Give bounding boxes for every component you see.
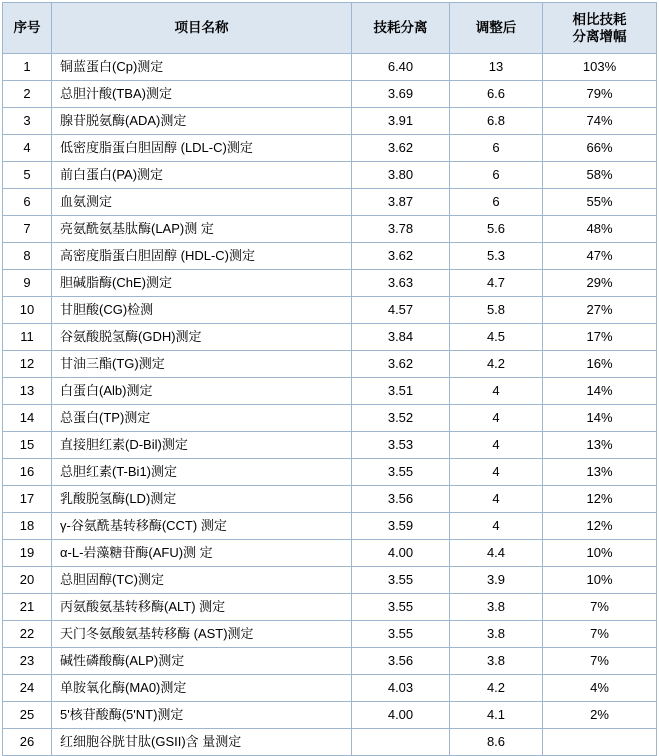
table-row [3,54,657,81]
cell-name: 总胆红素(T-Bi1)测定 [52,459,352,486]
table-row [3,162,657,189]
table-row [3,567,657,594]
table-row [3,486,657,513]
cell-after: 4.2 [450,351,543,378]
cell-index: 15 [3,432,52,459]
cell-after: 4 [450,432,543,459]
table-row [3,108,657,135]
cell-name: 直接胆红素(D-Bil)测定 [52,432,352,459]
cell-before: 3.63 [352,270,450,297]
header-after: 调整后 [450,3,543,54]
cell-index: 2 [3,81,52,108]
table-row [3,675,657,702]
cell-index: 25 [3,702,52,729]
cell-index: 24 [3,675,52,702]
cell-after: 3.8 [450,621,543,648]
table-row [3,243,657,270]
cell-after: 4.1 [450,702,543,729]
cell-before: 3.56 [352,486,450,513]
cell-index: 22 [3,621,52,648]
cell-before: 3.69 [352,81,450,108]
cell-name: 单胺氧化酶(MA0)测定 [52,675,352,702]
cell-before: 3.55 [352,459,450,486]
cell-before: 3.59 [352,513,450,540]
cell-before: 3.62 [352,135,450,162]
table-body [3,54,657,756]
table-row [3,432,657,459]
cell-growth: 2% [543,702,657,729]
cell-name: 血氨测定 [52,189,352,216]
cell-growth: 48% [543,216,657,243]
cell-after: 6.8 [450,108,543,135]
cell-growth: 12% [543,486,657,513]
cell-index: 10 [3,297,52,324]
table-row [3,324,657,351]
cell-growth: 4% [543,675,657,702]
table-row [3,216,657,243]
cell-growth: 79% [543,81,657,108]
cell-after: 4 [450,405,543,432]
cell-before: 4.00 [352,702,450,729]
cell-index: 5 [3,162,52,189]
cell-name: 白蛋白(Alb)测定 [52,378,352,405]
cell-after: 3.8 [450,648,543,675]
cell-index: 16 [3,459,52,486]
cell-name: 谷氨酸脱氢酶(GDH)测定 [52,324,352,351]
cell-growth: 10% [543,567,657,594]
cell-before: 3.51 [352,378,450,405]
cell-growth: 29% [543,270,657,297]
cell-after: 8.6 [450,729,543,756]
cell-after: 4 [450,459,543,486]
cell-index: 26 [3,729,52,756]
cell-growth: 17% [543,324,657,351]
cell-name: 丙氨酸氨基转移酶(ALT) 测定 [52,594,352,621]
cell-name: 胆碱脂酶(ChE)测定 [52,270,352,297]
cell-growth: 66% [543,135,657,162]
table-row [3,81,657,108]
cell-growth: 13% [543,432,657,459]
cell-name: 总胆固醇(TC)测定 [52,567,352,594]
cell-after: 6 [450,162,543,189]
cell-name: 碱性磷酸酶(ALP)测定 [52,648,352,675]
cell-name: 总蛋白(TP)测定 [52,405,352,432]
table-row [3,189,657,216]
cell-before: 3.91 [352,108,450,135]
table-row [3,378,657,405]
header-index: 序号 [3,3,52,54]
cell-growth: 14% [543,405,657,432]
table-row [3,594,657,621]
cell-before: 4.03 [352,675,450,702]
table-row [3,459,657,486]
cell-index: 12 [3,351,52,378]
cell-index: 18 [3,513,52,540]
cell-growth: 27% [543,297,657,324]
cell-before: 3.62 [352,351,450,378]
cell-growth: 74% [543,108,657,135]
cell-name: α-L-岩藻糖苷酶(AFU)测 定 [52,540,352,567]
cell-after: 5.3 [450,243,543,270]
cell-index: 11 [3,324,52,351]
header-growth-line2: 分离增幅 [572,29,627,44]
cell-index: 17 [3,486,52,513]
cell-after: 13 [450,54,543,81]
cell-after: 3.8 [450,594,543,621]
cell-before: 3.62 [352,243,450,270]
cell-index: 6 [3,189,52,216]
cell-before: 3.56 [352,648,450,675]
cell-index: 21 [3,594,52,621]
cell-after: 5.8 [450,297,543,324]
cell-index: 20 [3,567,52,594]
table-header [3,3,657,54]
cell-name: γ-谷氨酰基转移酶(CCT) 测定 [52,513,352,540]
cell-after: 4.7 [450,270,543,297]
table-row [3,351,657,378]
cell-before: 3.52 [352,405,450,432]
table-row [3,297,657,324]
cell-name: 天门冬氨酸氨基转移酶 (AST)测定 [52,621,352,648]
cell-growth: 14% [543,378,657,405]
cell-index: 1 [3,54,52,81]
table-row [3,648,657,675]
cell-name: 铜蓝蛋白(Cp)测定 [52,54,352,81]
table-row [3,702,657,729]
cell-name: 高密度脂蛋白胆固醇 (HDL-C)测定 [52,243,352,270]
cell-growth: 103% [543,54,657,81]
cell-before: 4.57 [352,297,450,324]
cell-growth: 7% [543,594,657,621]
table-row [3,513,657,540]
table-row [3,729,657,756]
cell-index: 8 [3,243,52,270]
cell-after: 6 [450,189,543,216]
cell-growth: 10% [543,540,657,567]
cell-growth: 47% [543,243,657,270]
cell-name: 5'核苷酸酶(5'NT)测定 [52,702,352,729]
cell-after: 3.9 [450,567,543,594]
cell-growth: 7% [543,648,657,675]
table-row [3,135,657,162]
header-growth [543,3,657,54]
cell-name: 低密度脂蛋白胆固醇 (LDL-C)测定 [52,135,352,162]
cell-name: 红细胞谷胱甘肽(GSII)含 量测定 [52,729,352,756]
cell-before: 3.84 [352,324,450,351]
cell-index: 19 [3,540,52,567]
cell-before: 3.55 [352,567,450,594]
cell-after: 4 [450,486,543,513]
cell-index: 14 [3,405,52,432]
cell-after: 6 [450,135,543,162]
cell-name: 甘油三酯(TG)测定 [52,351,352,378]
cell-after: 4.4 [450,540,543,567]
cell-after: 4.2 [450,675,543,702]
header-growth-line1: 相比技耗 [572,12,627,27]
cell-index: 13 [3,378,52,405]
cell-growth: 7% [543,621,657,648]
cell-growth: 12% [543,513,657,540]
cell-index: 4 [3,135,52,162]
cell-name: 腺苷脱氨酶(ADA)测定 [52,108,352,135]
cell-before: 4.00 [352,540,450,567]
metrics-table [2,2,657,756]
header-name: 项目名称 [52,3,352,54]
table-row [3,405,657,432]
cell-before: 3.55 [352,621,450,648]
cell-index: 7 [3,216,52,243]
table-row [3,621,657,648]
cell-index: 9 [3,270,52,297]
cell-index: 3 [3,108,52,135]
cell-name: 亮氨酰氨基肽酶(LAP)测 定 [52,216,352,243]
cell-before: 6.40 [352,54,450,81]
cell-after: 5.6 [450,216,543,243]
cell-growth [543,729,657,756]
cell-before: 3.53 [352,432,450,459]
cell-growth: 16% [543,351,657,378]
table-row [3,540,657,567]
cell-before [352,729,450,756]
cell-name: 总胆汁酸(TBA)测定 [52,81,352,108]
cell-before: 3.80 [352,162,450,189]
cell-growth: 55% [543,189,657,216]
cell-index: 23 [3,648,52,675]
header-row [3,3,657,54]
cell-growth: 13% [543,459,657,486]
cell-name: 甘胆酸(CG)检测 [52,297,352,324]
cell-before: 3.87 [352,189,450,216]
cell-name: 乳酸脱氢酶(LD)测定 [52,486,352,513]
cell-after: 4 [450,513,543,540]
cell-after: 4.5 [450,324,543,351]
cell-after: 6.6 [450,81,543,108]
cell-growth: 58% [543,162,657,189]
cell-after: 4 [450,378,543,405]
cell-before: 3.55 [352,594,450,621]
cell-name: 前白蛋白(PA)测定 [52,162,352,189]
header-before: 技耗分离 [352,3,450,54]
table-row [3,270,657,297]
cell-before: 3.78 [352,216,450,243]
